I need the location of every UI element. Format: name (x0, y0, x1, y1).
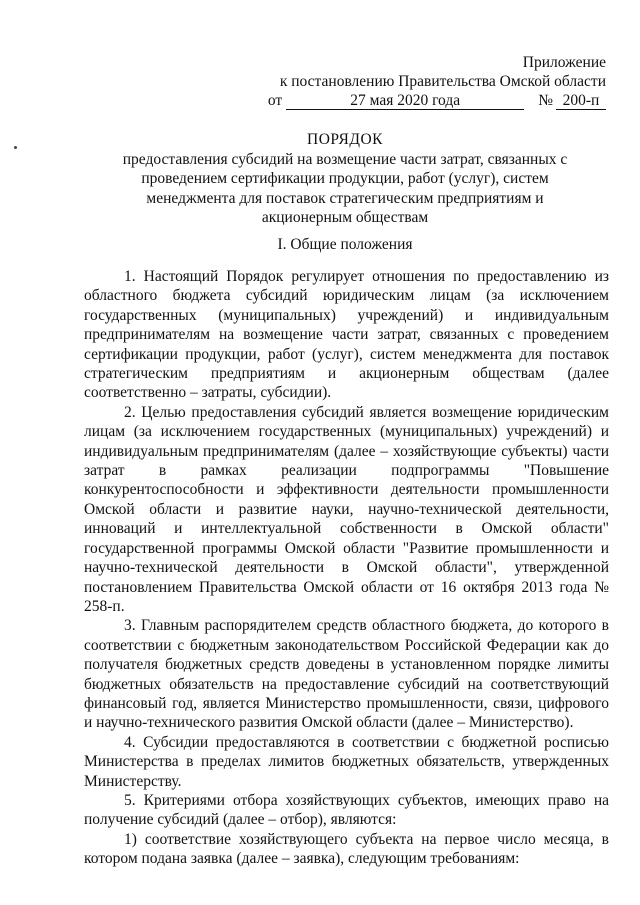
document-body (84, 267, 609, 869)
paragraph-5: 5. Критериями отбора хозяйствующих субъектов, имеющих право на получение субсидий (далее – отбор), являются: (84, 791, 609, 829)
appendix-date-line (268, 91, 606, 110)
document-subtitle: предоставления субсидий на возмещение части затрат, связанных с проведением сертификации продукции, работ (услуг), систем менеджмента для поставок стратегическим предприятиям и акционерным обществам (122, 150, 568, 226)
section-heading: I. Общие положения (277, 236, 413, 253)
number-label: № (538, 92, 553, 109)
paragraph-1: 1. Настоящий Порядок регулирует отношения по предоставлению из областного бюджета субсидий юридическим лицам (за исключением государственных (муниципальных) учреждений) и индивидуальным предпринимателям на возмещение части затрат, связанных с проведением сертификации продукции, работ (услуг), систем менеджмента для поставок стратегическим предприятиям и акционерным обществам (далее соответственно – затраты, субсидии). (84, 268, 609, 402)
date-from-label: от (267, 92, 283, 109)
paragraph-4: 4. Субсидии предоставляются в соответствии с бюджетной росписью Министерства в пределах лимитов бюджетных обязательств, утвержденных Министерству. (84, 733, 609, 790)
resolution-date: 27 мая 2020 года (286, 92, 524, 110)
appendix-header (268, 53, 606, 110)
appendix-resolution-ref: к постановлению Правительства Омской области (279, 73, 606, 90)
document-title: ПОРЯДОК (307, 131, 383, 148)
resolution-number: 200-п (556, 92, 606, 110)
paragraph-5-item-1: 1) соответствие хозяйствующего субъекта на первое число месяца, в котором подана заявка (далее – заявка), следующим требованиям: (84, 830, 609, 868)
document-title-block (100, 130, 590, 228)
paragraph-2: 2. Целью предоставления субсидий является возмещение юридическим лицам (за исключением государственных (муниципальных) учреждений) и индивидуальным предпринимателям (далее – хозяйствующие субъекты) части затрат в рамках реализации подпрограммы "Повышение конкурентоспособности и эффективности деятельности промышленности Омской области и развитие науки, научно-технической деятельности, инноваций и интеллектуальной собственности в Омской области" государственной программы Омской области "Развитие промышленности и научно-технической деятельности в Омской области", утвержденной постановлением Правительства Омской области от 16 октября 2013 года № 258-п. (84, 403, 609, 615)
scan-speck (14, 146, 17, 149)
paragraph-3: 3. Главным распорядителем средств областного бюджета, до которого в соответствии с бюджетным законодательством Российской Федерации как до получателя бюджетных средств доведены в установленном порядке лимиты бюджетных обязательств на предоставление субсидий на соответствующий финансовый год, является Министерство промышленности, связи, цифрового и научно-технического развития Омской области (далее – Министерство). (84, 617, 609, 732)
appendix-label: Приложение (522, 54, 606, 71)
